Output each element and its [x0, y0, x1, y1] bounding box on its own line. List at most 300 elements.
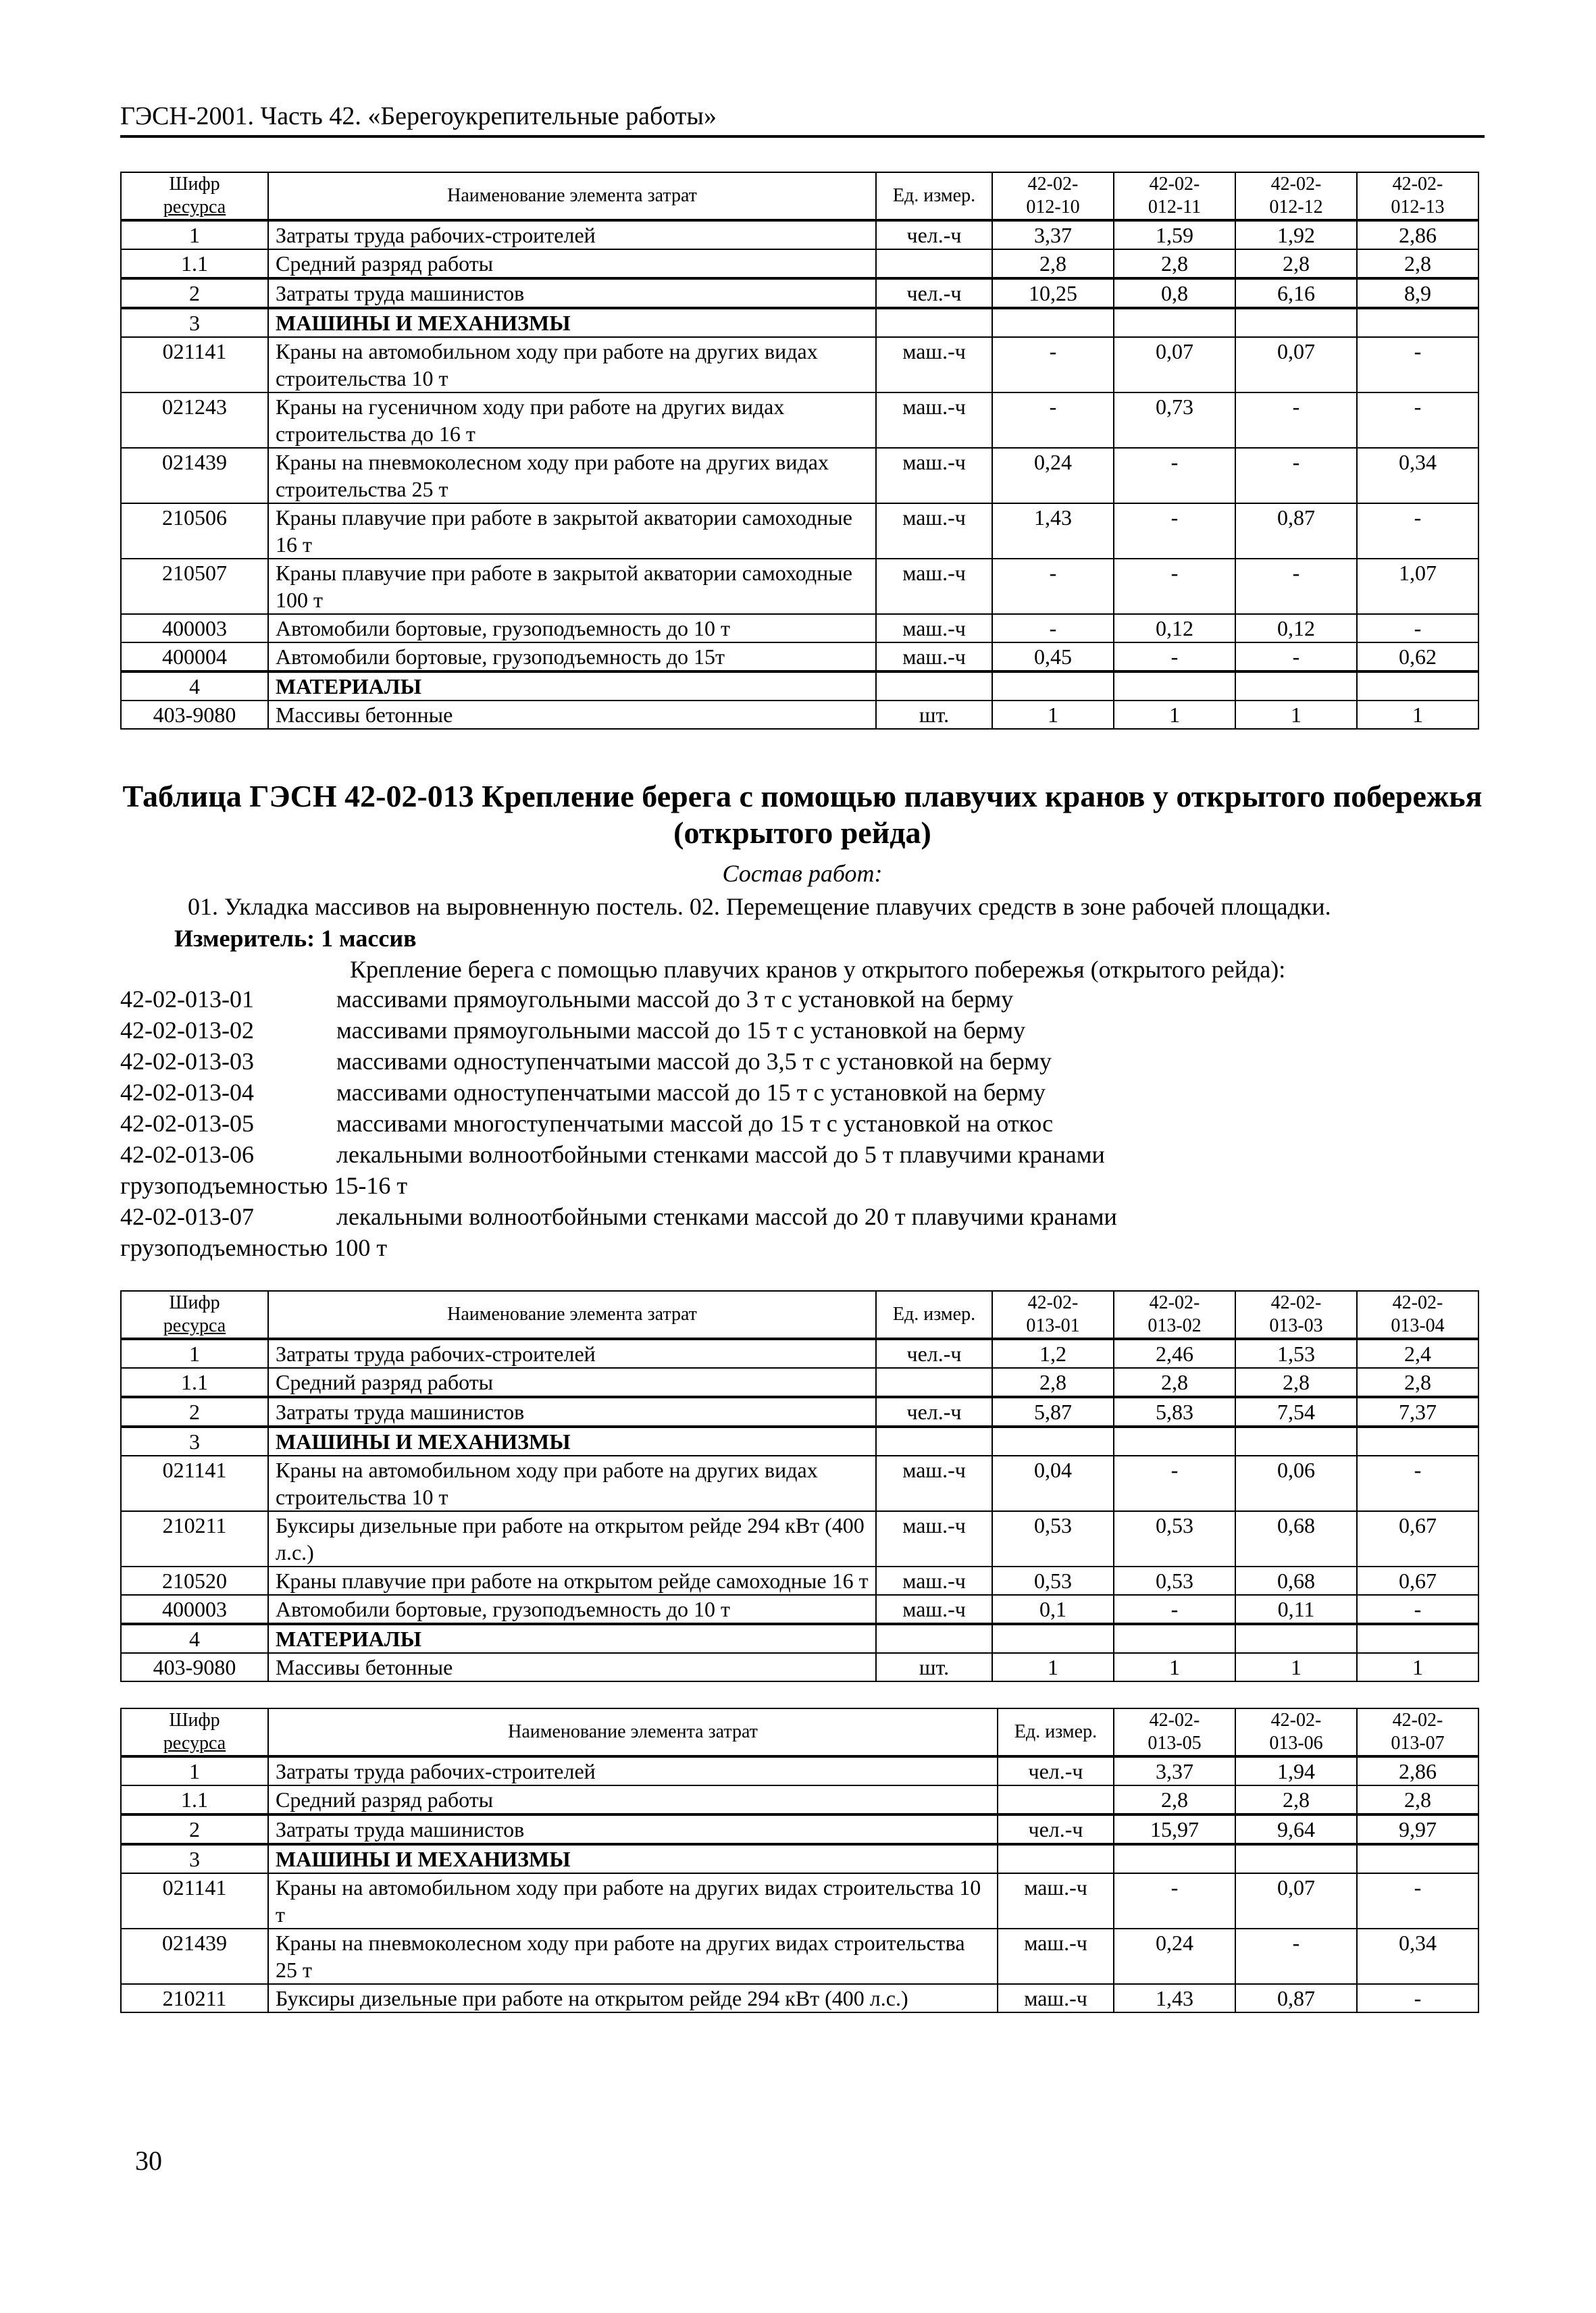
- row-value: 0,67: [1357, 1511, 1478, 1567]
- norm-item: [120, 1077, 1485, 1108]
- col-header-unit: Ед. измер.: [998, 1708, 1114, 1756]
- row-unit: чел.-ч: [876, 1397, 992, 1427]
- row-name: Средний разряд работы: [268, 1785, 998, 1814]
- row-unit: маш.-ч: [998, 1873, 1114, 1929]
- table-title: Таблица ГЭСН 42-02-013 Крепление берега с помощью плавучих кранов у открытого побережья (открытого рейда): [122, 779, 1483, 850]
- row-name: Буксиры дизельные при работе на открытом рейде 294 кВт (400 л.с.): [268, 1984, 998, 2012]
- row-code: 1.1: [121, 1368, 268, 1397]
- row-value: 1,43: [992, 503, 1114, 559]
- norm-item: [120, 1046, 1485, 1077]
- row-code: 403-9080: [121, 1653, 268, 1681]
- row-value: [1357, 1427, 1478, 1456]
- norm-item-code: 42-02-013-01: [120, 986, 254, 1013]
- row-value: 0,12: [1235, 614, 1357, 642]
- table-row: [121, 1785, 1478, 1814]
- row-value: -: [1114, 1873, 1235, 1929]
- row-value: 2,8: [1114, 249, 1235, 278]
- row-value: 0,24: [1114, 1929, 1235, 1984]
- col-header-norm-line: 013-05: [1148, 1733, 1202, 1754]
- col-header-norm: [1235, 1708, 1357, 1756]
- row-value: -: [992, 614, 1114, 642]
- row-name: Массивы бетонные: [268, 1653, 876, 1681]
- norm-item-text: массивами одноступенчатыми массой до 3,5 т с установкой на берму: [336, 1048, 1052, 1075]
- table-row: [121, 1368, 1478, 1397]
- row-name: Краны на пневмоколесном ходу при работе на других видах строительства 25 т: [268, 1929, 998, 1984]
- row-value: 2,46: [1114, 1339, 1235, 1368]
- table-row: [121, 1397, 1478, 1427]
- table-row: [121, 559, 1478, 614]
- row-code: 021141: [121, 1456, 268, 1511]
- col-header-norm: [992, 172, 1114, 220]
- col-header-norm-line: 42-02-: [1392, 1710, 1443, 1731]
- norm-item: [120, 1015, 1485, 1046]
- row-value: [1114, 308, 1235, 337]
- col-header-name: Наименование элемента затрат: [268, 1291, 876, 1339]
- row-value: 0,1: [992, 1595, 1114, 1624]
- row-unit: маш.-ч: [876, 1456, 992, 1511]
- row-code: 2: [121, 278, 268, 308]
- col-header-norm-line: 42-02-: [1149, 1710, 1200, 1731]
- row-value: 10,25: [992, 278, 1114, 308]
- row-value: -: [1235, 392, 1357, 448]
- col-header-norm-line: 013-07: [1391, 1733, 1445, 1754]
- row-unit: [998, 1785, 1114, 1814]
- col-header-norm-line: 42-02-: [1027, 174, 1079, 195]
- col-header-norm-line: 012-10: [1026, 197, 1080, 218]
- row-value: 2,8: [1235, 1368, 1357, 1397]
- row-value: 0,68: [1235, 1511, 1357, 1567]
- row-value: 0,07: [1114, 337, 1235, 392]
- row-unit: маш.-ч: [876, 1511, 992, 1567]
- row-value: 1,94: [1235, 1756, 1357, 1785]
- row-value: -: [1114, 448, 1235, 503]
- row-code: 4: [121, 1624, 268, 1653]
- row-code: 1.1: [121, 1785, 268, 1814]
- row-value: 0,34: [1357, 448, 1478, 503]
- table-row: [121, 1844, 1478, 1873]
- row-name: Краны плавучие при работе в закрытой акватории самоходные 100 т: [268, 559, 876, 614]
- col-header-code-line: ресурса: [163, 1733, 226, 1754]
- row-value: 7,54: [1235, 1397, 1357, 1427]
- norm-item-code: 42-02-013-07: [120, 1203, 254, 1230]
- row-name: МАТЕРИАЛЫ: [268, 671, 876, 701]
- row-value: 0,62: [1357, 642, 1478, 671]
- row-unit: маш.-ч: [876, 1567, 992, 1595]
- col-header-code-line: Шифр: [169, 1292, 220, 1313]
- row-unit: чел.-ч: [998, 1756, 1114, 1785]
- row-value: 0,67: [1357, 1567, 1478, 1595]
- row-unit: [876, 1624, 992, 1653]
- row-name: Затраты труда машинистов: [268, 1814, 998, 1844]
- table-row: [121, 1511, 1478, 1567]
- row-name: МАШИНЫ И МЕХАНИЗМЫ: [268, 1844, 998, 1873]
- row-value: 1,43: [1114, 1984, 1235, 2012]
- row-value: -: [1357, 392, 1478, 448]
- col-header-code-line: Шифр: [169, 174, 220, 195]
- row-value: -: [1114, 503, 1235, 559]
- row-value: 2,8: [1235, 1785, 1357, 1814]
- row-value: 5,87: [992, 1397, 1114, 1427]
- row-value: -: [1235, 559, 1357, 614]
- col-header-norm-line: 013-01: [1026, 1315, 1080, 1336]
- row-value: -: [1114, 559, 1235, 614]
- col-header-norm: [992, 1291, 1114, 1339]
- row-value: [1357, 308, 1478, 337]
- row-value: 0,04: [992, 1456, 1114, 1511]
- row-name: Краны плавучие при работе на открытом рейде самоходные 16 т: [268, 1567, 876, 1595]
- row-unit: чел.-ч: [876, 278, 992, 308]
- row-value: -: [1357, 1595, 1478, 1624]
- table-row: [121, 671, 1478, 701]
- row-value: 0,73: [1114, 392, 1235, 448]
- row-value: 0,53: [1114, 1567, 1235, 1595]
- composition-label: Состав работ:: [722, 860, 883, 887]
- row-name: Затраты труда машинистов: [268, 278, 876, 308]
- col-header-norm-line: 42-02-: [1270, 1710, 1322, 1731]
- row-value: 1: [1235, 1653, 1357, 1681]
- norm-item-continuation: грузоподъемностью 100 т: [120, 1234, 388, 1261]
- col-header-name: Наименование элемента затрат: [268, 1708, 998, 1756]
- col-header-norm-line: 013-04: [1391, 1315, 1445, 1336]
- norm-item-code: 42-02-013-03: [120, 1048, 254, 1075]
- row-unit: шт.: [876, 701, 992, 729]
- row-value: 0,53: [1114, 1511, 1235, 1567]
- row-code: 021141: [121, 1873, 268, 1929]
- row-value: 2,8: [1357, 249, 1478, 278]
- row-value: -: [992, 559, 1114, 614]
- row-code: 210507: [121, 559, 268, 614]
- row-unit: маш.-ч: [876, 448, 992, 503]
- col-header-norm-line: 42-02-: [1270, 174, 1322, 195]
- row-name: Автомобили бортовые, грузоподъемность до 15т: [268, 642, 876, 671]
- row-value: 2,8: [1114, 1368, 1235, 1397]
- row-value: 2,4: [1357, 1339, 1478, 1368]
- table-row: [121, 614, 1478, 642]
- row-value: 1,92: [1235, 220, 1357, 249]
- col-header-norm-line: 013-02: [1148, 1315, 1202, 1336]
- norm-item-code: 42-02-013-02: [120, 1017, 254, 1044]
- row-value: 2,86: [1357, 220, 1478, 249]
- row-code: 021439: [121, 448, 268, 503]
- row-value: 1: [1235, 701, 1357, 729]
- running-header: ГЭСН-2001. Часть 42. «Берегоукрепительные работы»: [120, 101, 1485, 138]
- row-name: Буксиры дизельные при работе на открытом рейде 294 кВт (400 л.с.): [268, 1511, 876, 1567]
- row-value: -: [1114, 1456, 1235, 1511]
- col-header-norm-line: 013-06: [1269, 1733, 1323, 1754]
- norm-item-text: массивами многоступенчатыми массой до 15 т с установкой на откос: [336, 1110, 1054, 1137]
- col-header-norm-line: 42-02-: [1270, 1292, 1322, 1313]
- row-value: 2,8: [1114, 1785, 1235, 1814]
- row-value: 0,12: [1114, 614, 1235, 642]
- row-value: 0,07: [1235, 337, 1357, 392]
- col-header-norm: [1114, 1708, 1235, 1756]
- row-name: Затраты труда машинистов: [268, 1397, 876, 1427]
- row-value: 2,8: [992, 249, 1114, 278]
- row-unit: шт.: [876, 1653, 992, 1681]
- header-row: [121, 1291, 1478, 1339]
- row-unit: чел.-ч: [876, 1339, 992, 1368]
- table-row: [121, 1595, 1478, 1624]
- row-value: 1,2: [992, 1339, 1114, 1368]
- col-header-code-line: Шифр: [169, 1710, 220, 1731]
- table-row: [121, 448, 1478, 503]
- norm-item: [120, 1139, 1485, 1170]
- col-header-norm-line: 012-13: [1391, 197, 1445, 218]
- row-value: 1,59: [1114, 220, 1235, 249]
- table-row: [121, 1653, 1478, 1681]
- row-name: Средний разряд работы: [268, 1368, 876, 1397]
- col-header-code-line: ресурса: [163, 197, 226, 218]
- row-value: 15,97: [1114, 1814, 1235, 1844]
- row-code: 210520: [121, 1567, 268, 1595]
- row-name: МАШИНЫ И МЕХАНИЗМЫ: [268, 1427, 876, 1456]
- col-header-unit: Ед. измер.: [876, 172, 992, 220]
- row-value: 2,8: [1235, 249, 1357, 278]
- table-row: [121, 1984, 1478, 2012]
- table-row: [121, 392, 1478, 448]
- row-name: Массивы бетонные: [268, 701, 876, 729]
- col-header-name: Наименование элемента затрат: [268, 172, 876, 220]
- row-name: МАШИНЫ И МЕХАНИЗМЫ: [268, 308, 876, 337]
- row-value: 3,37: [1114, 1756, 1235, 1785]
- row-value: [1357, 1844, 1478, 1873]
- document-page: [120, 101, 1485, 2013]
- row-code: 3: [121, 1427, 268, 1456]
- row-unit: [876, 308, 992, 337]
- row-unit: [998, 1844, 1114, 1873]
- row-code: 2: [121, 1397, 268, 1427]
- row-value: 0,24: [992, 448, 1114, 503]
- items-intro: Крепление берега с помощью плавучих кранов у открытого побережья (открытого рейда):: [350, 956, 1286, 983]
- row-code: 210211: [121, 1984, 268, 2012]
- norm-item-code: 42-02-013-04: [120, 1079, 254, 1106]
- col-header-norm: [1357, 1291, 1478, 1339]
- norm-item: [120, 1108, 1485, 1139]
- row-unit: чел.-ч: [876, 220, 992, 249]
- row-value: 1: [992, 1653, 1114, 1681]
- row-name: Краны на автомобильном ходу при работе на других видах строительства 10 т: [268, 1873, 998, 1929]
- row-value: [1235, 671, 1357, 701]
- row-value: [1235, 308, 1357, 337]
- row-unit: [876, 671, 992, 701]
- row-value: 1: [1357, 701, 1478, 729]
- row-value: 0,68: [1235, 1567, 1357, 1595]
- header-row: [121, 1708, 1478, 1756]
- col-header-norm-line: 013-03: [1269, 1315, 1323, 1336]
- col-header-norm-line: 42-02-: [1149, 1292, 1200, 1313]
- norm-item-code: 42-02-013-05: [120, 1110, 254, 1137]
- row-value: [1114, 671, 1235, 701]
- table-row: [121, 1873, 1478, 1929]
- row-value: [992, 1427, 1114, 1456]
- table-row: [121, 1929, 1478, 1984]
- col-header-norm: [1114, 1291, 1235, 1339]
- table-row: [121, 701, 1478, 729]
- header-row: [121, 172, 1478, 220]
- row-code: 021439: [121, 1929, 268, 1984]
- row-unit: маш.-ч: [876, 642, 992, 671]
- row-name: Краны плавучие при работе в закрытой акватории самоходные 16 т: [268, 503, 876, 559]
- row-code: 1: [121, 1339, 268, 1368]
- row-value: 3,37: [992, 220, 1114, 249]
- table-row: [121, 1624, 1478, 1653]
- row-name: Автомобили бортовые, грузоподъемность до 10 т: [268, 614, 876, 642]
- norm-items-list: [120, 984, 1485, 1263]
- col-header-norm-line: 42-02-: [1149, 174, 1200, 195]
- norm-item-text: лекальными волноотбойными стенками массой до 20 т плавучими кранами: [336, 1203, 1117, 1230]
- row-value: -: [1357, 614, 1478, 642]
- row-value: 2,8: [1357, 1368, 1478, 1397]
- row-unit: [876, 1427, 992, 1456]
- row-code: 1: [121, 1756, 268, 1785]
- row-code: 021141: [121, 337, 268, 392]
- col-header-norm: [1357, 1708, 1478, 1756]
- table-row: [121, 1567, 1478, 1595]
- table-row: [121, 337, 1478, 392]
- row-value: 1,07: [1357, 559, 1478, 614]
- row-name: Затраты труда рабочих-строителей: [268, 1339, 876, 1368]
- row-value: -: [1357, 337, 1478, 392]
- row-value: -: [992, 392, 1114, 448]
- row-unit: маш.-ч: [876, 1595, 992, 1624]
- table-row: [121, 220, 1478, 249]
- col-header-norm-line: 012-11: [1148, 197, 1202, 218]
- row-value: [1114, 1427, 1235, 1456]
- row-value: 0,53: [992, 1567, 1114, 1595]
- row-value: 0,11: [1235, 1595, 1357, 1624]
- row-value: -: [1114, 642, 1235, 671]
- row-value: [992, 671, 1114, 701]
- norm-item-text: массивами прямоугольными массой до 3 т с установкой на берму: [336, 986, 1014, 1013]
- table-row: [121, 1339, 1478, 1368]
- table-row: [121, 308, 1478, 337]
- row-name: Затраты труда рабочих-строителей: [268, 1756, 998, 1785]
- row-value: 0,8: [1114, 278, 1235, 308]
- table-row: [121, 249, 1478, 278]
- row-name: МАТЕРИАЛЫ: [268, 1624, 876, 1653]
- col-header-code: [121, 172, 268, 220]
- row-unit: маш.-ч: [876, 559, 992, 614]
- row-name: Средний разряд работы: [268, 249, 876, 278]
- row-code: 2: [121, 1814, 268, 1844]
- row-name: Автомобили бортовые, грузоподъемность до 10 т: [268, 1595, 876, 1624]
- row-unit: маш.-ч: [876, 337, 992, 392]
- row-value: 2,8: [1357, 1785, 1478, 1814]
- row-code: 1: [121, 220, 268, 249]
- resource-table-012: [120, 172, 1479, 730]
- row-value: [992, 308, 1114, 337]
- table-row: [121, 1456, 1478, 1511]
- row-value: -: [1357, 1456, 1478, 1511]
- row-unit: маш.-ч: [876, 503, 992, 559]
- row-code: 400003: [121, 614, 268, 642]
- row-unit: [876, 249, 992, 278]
- row-value: 0,45: [992, 642, 1114, 671]
- resource-table-013-a: [120, 1290, 1479, 1682]
- table-row: [121, 503, 1478, 559]
- composition-text: 01. Укладка массивов на выровненную постель. 02. Перемещение плавучих средств в зоне рабочей площадки.: [188, 893, 1331, 920]
- row-value: 0,07: [1235, 1873, 1357, 1929]
- row-value: 0,53: [992, 1511, 1114, 1567]
- row-value: 9,64: [1235, 1814, 1357, 1844]
- norm-item-text: массивами одноступенчатыми массой до 15 т с установкой на берму: [336, 1079, 1046, 1106]
- row-value: 6,16: [1235, 278, 1357, 308]
- row-value: 1: [1114, 701, 1235, 729]
- row-value: 0,06: [1235, 1456, 1357, 1511]
- resource-table-013-b: [120, 1708, 1479, 2013]
- row-code: 400004: [121, 642, 268, 671]
- row-value: [1357, 671, 1478, 701]
- col-header-norm-line: 012-12: [1269, 197, 1323, 218]
- col-header-norm-line: 42-02-: [1027, 1292, 1079, 1313]
- norm-item: [120, 1201, 1485, 1232]
- page-number: 30: [135, 2145, 162, 2176]
- row-value: [1114, 1624, 1235, 1653]
- row-unit: маш.-ч: [876, 392, 992, 448]
- row-value: -: [1357, 1873, 1478, 1929]
- row-value: -: [1235, 448, 1357, 503]
- row-name: Краны на автомобильном ходу при работе на других видах строительства 10 т: [268, 337, 876, 392]
- col-header-code: [121, 1291, 268, 1339]
- row-value: 0,87: [1235, 503, 1357, 559]
- row-value: -: [1114, 1595, 1235, 1624]
- row-code: 210211: [121, 1511, 268, 1567]
- row-value: [1235, 1844, 1357, 1873]
- row-value: 7,37: [1357, 1397, 1478, 1427]
- norm-item: [120, 984, 1485, 1015]
- row-value: -: [1235, 642, 1357, 671]
- row-value: 2,8: [992, 1368, 1114, 1397]
- col-header-norm-line: 42-02-: [1392, 174, 1443, 195]
- row-value: 9,97: [1357, 1814, 1478, 1844]
- row-value: 1,53: [1235, 1339, 1357, 1368]
- row-value: [1114, 1844, 1235, 1873]
- row-value: 0,87: [1235, 1984, 1357, 2012]
- row-name: Краны на пневмоколесном ходу при работе на других видах строительства 25 т: [268, 448, 876, 503]
- col-header-norm: [1235, 172, 1357, 220]
- row-value: 0,34: [1357, 1929, 1478, 1984]
- table-row: [121, 1814, 1478, 1844]
- row-code: 210506: [121, 503, 268, 559]
- table-row: [121, 278, 1478, 308]
- row-name: Затраты труда рабочих-строителей: [268, 220, 876, 249]
- row-name: Краны на автомобильном ходу при работе на других видах строительства 10 т: [268, 1456, 876, 1511]
- row-code: 400003: [121, 1595, 268, 1624]
- table-row: [121, 1756, 1478, 1785]
- row-code: 1.1: [121, 249, 268, 278]
- row-code: 4: [121, 671, 268, 701]
- row-value: 1: [1114, 1653, 1235, 1681]
- col-header-code-line: ресурса: [163, 1315, 226, 1336]
- row-unit: маш.-ч: [998, 1984, 1114, 2012]
- row-value: [1235, 1427, 1357, 1456]
- row-name: Краны на гусеничном ходу при работе на других видах строительства до 16 т: [268, 392, 876, 448]
- row-value: -: [1357, 503, 1478, 559]
- row-value: 2,86: [1357, 1756, 1478, 1785]
- norm-item-code: 42-02-013-06: [120, 1141, 254, 1168]
- row-value: -: [1235, 1929, 1357, 1984]
- row-unit: маш.-ч: [876, 614, 992, 642]
- row-value: [1357, 1624, 1478, 1653]
- row-value: -: [992, 337, 1114, 392]
- row-code: 021243: [121, 392, 268, 448]
- row-code: 3: [121, 1844, 268, 1873]
- row-value: 5,83: [1114, 1397, 1235, 1427]
- row-value: 1: [992, 701, 1114, 729]
- row-unit: [876, 1368, 992, 1397]
- col-header-norm: [1114, 172, 1235, 220]
- row-value: [1235, 1624, 1357, 1653]
